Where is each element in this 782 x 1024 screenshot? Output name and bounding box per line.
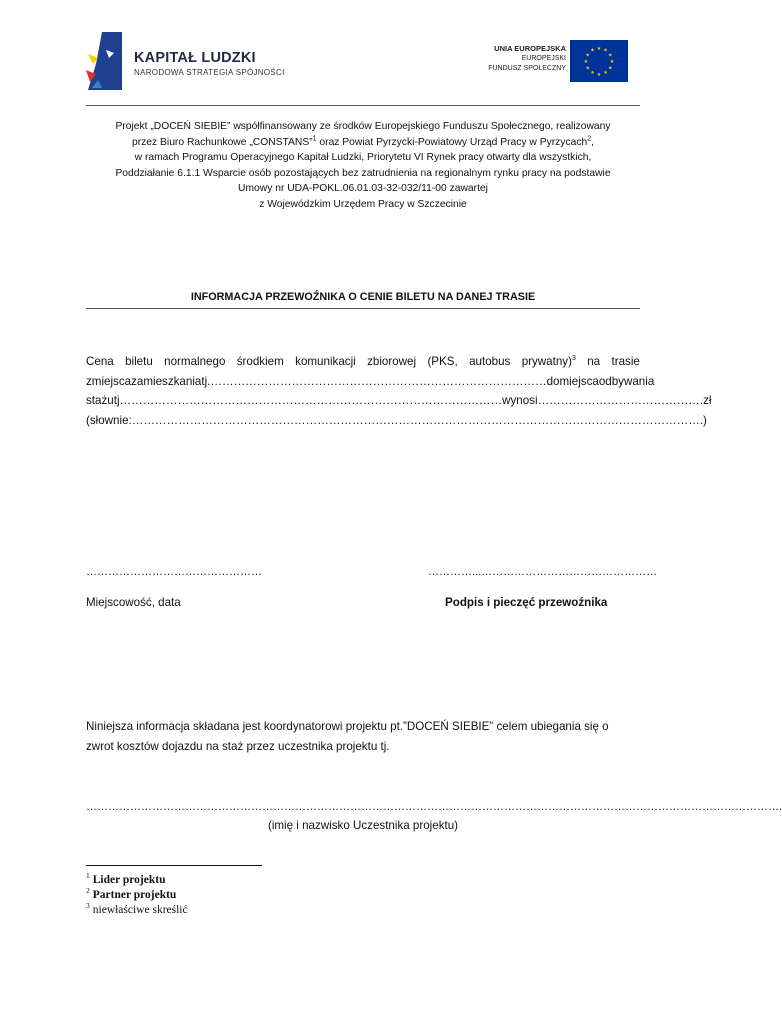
word: z [86, 374, 92, 388]
word-with-footnote [522, 352, 576, 372]
participant-name-fill-in[interactable]: ………………………………………………………………………………………………………………………………………………………………………. [86, 801, 782, 813]
footnote-3 [86, 903, 188, 918]
footnote-divider [86, 865, 262, 866]
intro-line-5: Umowy nr UDA-POKL.06.01.03-32-032/11-00 zawartej [238, 183, 488, 194]
footnote-ref-3: 3 [571, 355, 576, 363]
word: zamieszkania [131, 374, 202, 388]
logo-subtitle: NARODOWA STRATEGIA SPÓJNOŚCI [134, 68, 285, 77]
footnote-1 [86, 873, 188, 888]
word: miejsca [559, 374, 599, 388]
word: wynosi [502, 394, 538, 407]
intro-line-3: w ramach Programu Operacyjnego Kapitał Ludzki, Priorytetu VI Rynek pracy otwarty dla wszystkich, [134, 152, 592, 163]
word: tj. [201, 374, 211, 388]
paragraph-line-1 [86, 352, 640, 372]
word: zbiorowej [367, 355, 417, 368]
svg-text:★: ★ [609, 59, 615, 65]
place-date-label: Miejscowość, data [86, 596, 181, 609]
price-in-words-fill-in[interactable]: (słownie:………………………………………………………………………………………………………………………………….) [86, 413, 707, 427]
intro-line-2-part-b: oraz Powiat Pyrzycki-Powiatowy Urząd Pracy w Pyrzycach [316, 136, 588, 148]
kapital-ludzki-logo [84, 30, 284, 92]
project-intro [86, 119, 640, 212]
document-title: INFORMACJA PRZEWOŹNIKA O CENIE BILETU NA DANEJ TRASIE [190, 291, 536, 303]
notice-line-1: Niniejsza informacja składana jest koordynatorowi projektu pt.”DOCEŃ SIEBIE” celem ubiegania się o [86, 720, 609, 733]
word: prywatny) [521, 355, 572, 368]
word: biletu [125, 355, 153, 368]
word: (PKS, [427, 355, 458, 368]
intro-line-6: z Wojewódzkim Urzędem Pracy w Szczecinie [259, 198, 467, 210]
internship-place-fill-in[interactable]: tj……………………………………………………………………………………… [113, 394, 503, 407]
word: na [587, 355, 601, 368]
word: komunikacji [295, 355, 356, 368]
carrier-signature-label: Podpis i pieczęć przewoźnika [445, 596, 608, 609]
svg-text:★: ★ [603, 70, 608, 77]
intro-line-2-part-c: , [591, 136, 594, 148]
svg-text:★: ★ [590, 47, 595, 54]
price-fill-in[interactable]: …………………………………….zł [537, 394, 712, 407]
eu-line-1: UNIA EUROPEJSKA [494, 44, 566, 53]
intro-line-4: Poddziałanie 6.1.1 Wsparcie osób pozostających bez zatrudnienia na regionalnym rynku pracy na podstawie [115, 167, 611, 179]
eu-line-2: EUROPEJSKI [521, 55, 566, 62]
svg-text:★: ★ [607, 52, 613, 59]
signature-fill-in[interactable]: …………...………………………………………… [428, 566, 658, 578]
header-divider [86, 105, 640, 106]
word: normalnego [164, 355, 226, 368]
intro-line-2-part-a: przez Biuro Rachunkowe „CONSTANS” [132, 136, 313, 148]
word: stażu [86, 394, 114, 407]
eu-line-3: FUNDUSZ SPOŁECZNY [488, 65, 566, 72]
eu-flag-icon [570, 40, 628, 82]
kapital-ludzki-emblem-icon [84, 30, 124, 92]
notice-paragraph [86, 717, 640, 757]
participant-name-label: (imię i nazwisko Uczestnika projektu) [267, 819, 459, 832]
notice-line-2: zwrot kosztów dojazdu na staż przez uczestnika projektu tj. [86, 740, 390, 753]
word: odbywania [598, 374, 655, 388]
word: Cena [86, 355, 114, 368]
footnote-2 [86, 888, 188, 903]
place-date-fill-in[interactable]: ………………………………………… [86, 566, 262, 578]
footnote-text: Partner projektu [92, 889, 177, 901]
paragraph-line-2 [86, 372, 655, 392]
svg-text:★: ★ [585, 52, 591, 59]
svg-text:★: ★ [603, 47, 608, 54]
footnote-ref-1: 1 [312, 135, 317, 143]
svg-text:★: ★ [596, 46, 602, 52]
eu-logo [470, 40, 628, 82]
footnote-number: 2 [86, 886, 90, 896]
logo-title: KAPITAŁ LUDZKI [134, 50, 256, 66]
svg-text:★: ★ [607, 65, 613, 72]
footnote-text: Lider projektu [92, 874, 166, 886]
title-divider [86, 308, 640, 309]
footnote-text: niewłaściwe skreślić [92, 904, 188, 916]
footnote-ref-2: 2 [587, 135, 592, 143]
footnote-number: 3 [86, 901, 90, 911]
ticket-price-paragraph [86, 352, 712, 430]
word: autobus [469, 355, 511, 368]
paragraph-line-3 [86, 391, 712, 411]
svg-text:★: ★ [590, 70, 595, 77]
intro-line-2 [86, 135, 640, 151]
word: środkiem [236, 355, 284, 368]
intro-line-1: Projekt „DOCEŃ SIEBIE” współfinansowany ze środków Europejskiego Funduszu Społecznego, realizowany [115, 121, 611, 132]
footnotes [86, 873, 188, 918]
svg-text:★: ★ [596, 72, 602, 78]
home-address-fill-in[interactable]: ……………………………………………………………………………do [210, 374, 560, 388]
footnote-number: 1 [86, 871, 90, 881]
word: trasie [611, 355, 640, 368]
svg-text:★: ★ [583, 59, 589, 65]
word: miejsca [91, 374, 132, 388]
eu-text [488, 44, 566, 74]
svg-text:★: ★ [585, 65, 591, 72]
